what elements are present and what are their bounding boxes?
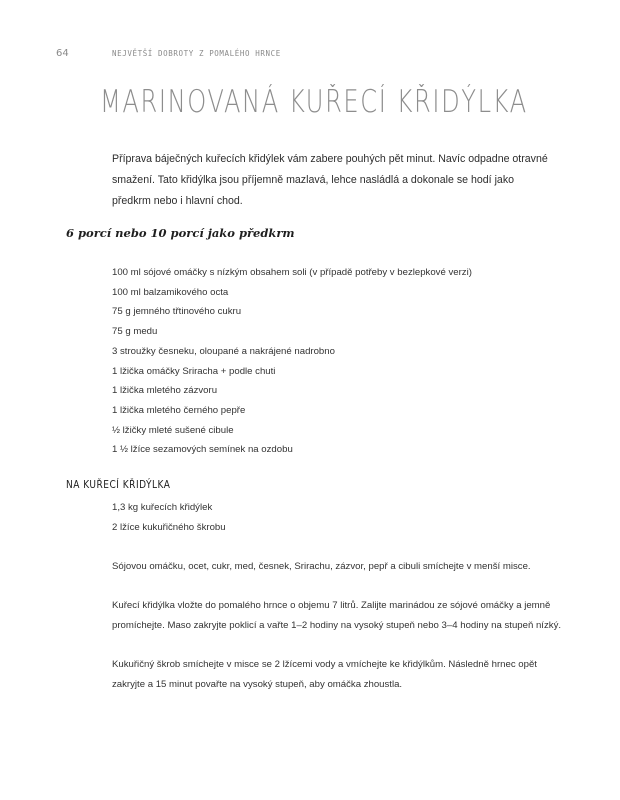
- ingredient-item: 1 lžička mletého zázvoru: [112, 385, 218, 397]
- method-steps: [112, 557, 562, 714]
- ingredient-item: 100 ml sójové omáčky s nízkým obsahem soli (v případě potřeby v bezlepkové verzi): [112, 267, 472, 278]
- wings-ingredient-list: [112, 498, 226, 537]
- ingredient-item: 3 stroužky česneku, oloupané a nakrájené nadrobno: [112, 345, 335, 357]
- recipe-intro: Příprava báječných kuřecích křidýlek vám zabere pouhých pět minut. Navíc odpadne otravné smažení. Tato křidýlka jsou příjemně mazlavá, lehce nasládlá a dokonale se hodí jako předkrm nebo i hlavní chod.: [112, 153, 548, 207]
- page-header: [56, 48, 281, 59]
- ingredient-item: 1 ½ lžíce sezamových semínek na ozdobu: [112, 444, 293, 456]
- running-head: NEJVĚTŠÍ DOBROTY Z POMALÉHO HRNCE: [112, 49, 281, 58]
- page-number: 64: [56, 48, 69, 59]
- ingredient-item: ½ lžičky mleté sušené cibule: [112, 424, 234, 436]
- ingredient-item: 75 g medu: [112, 326, 158, 338]
- method-step: Sójovou omáčku, ocet, cukr, med, česnek, Srirachu, zázvor, pepř a cibuli smíchejte v menší misce.: [112, 561, 531, 572]
- marinade-ingredient-list: [112, 263, 472, 460]
- ingredient-item: 1,3 kg kuřecích křidýlek: [112, 502, 213, 513]
- ingredient-item: 75 g jemného třtinového cukru: [112, 306, 242, 318]
- servings-line: 6 porcí nebo 10 porcí jako předkrm: [66, 226, 295, 240]
- ingredient-item: 2 lžíce kukuřičného škrobu: [112, 521, 226, 533]
- ingredient-item: 1 lžička mletého černého pepře: [112, 404, 246, 416]
- section-heading-wings: NA KUŘECÍ KŘIDÝLKA: [66, 478, 171, 491]
- recipe-title: MARINOVANÁ KUŘECÍ KŘIDÝLKA: [100, 84, 528, 120]
- method-step: Kukuřičný škrob smíchejte v misce se 2 lžícemi vody a vmíchejte ke křidýlkům. Následně hrnec opět zakryjte a 15 minut povařte na vysoký stupeň, aby omáčka zhoustla.: [112, 659, 537, 690]
- method-step: Kuřecí křidýlka vložte do pomalého hrnce o objemu 7 litrů. Zalijte marinádou ze sójové omáčky a jemně promíchejte. Maso zakryjte poklicí a vařte 1–2 hodiny na vysoký stupeň nebo 3–4 hodiny na stupeň nízký.: [112, 600, 562, 631]
- ingredient-item: 100 ml balzamikového octa: [112, 286, 229, 298]
- ingredient-item: 1 lžička omáčky Sriracha + podle chuti: [112, 365, 276, 377]
